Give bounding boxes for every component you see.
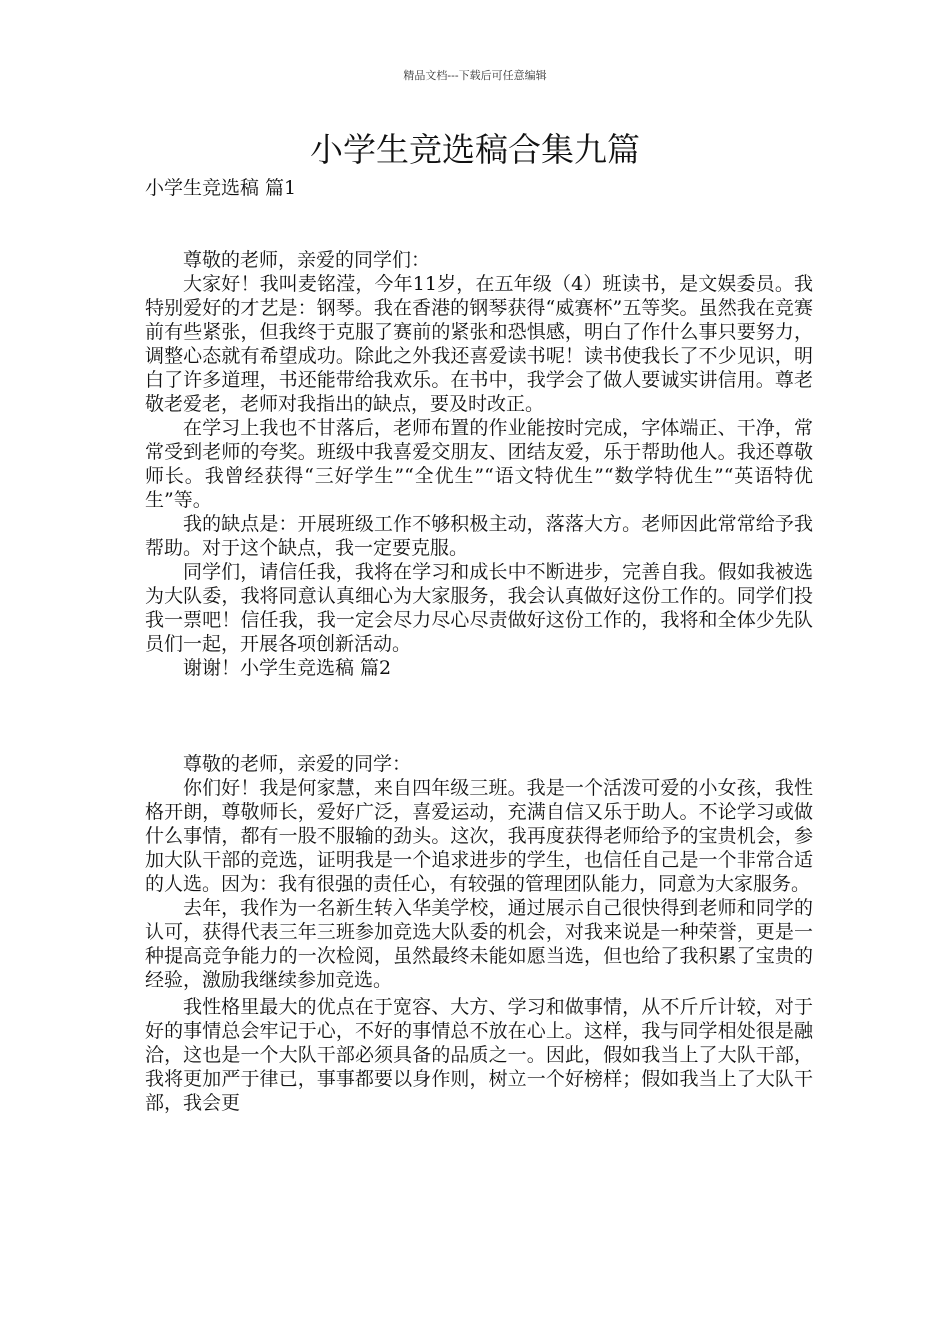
document-title: 小学生竞选稿合集九篇 <box>310 130 640 169</box>
paragraph: 在学习上我也不甘落后，老师布置的作业能按时完成，字体端正、干净，常常受到老师的夸奖。班级中我喜爱交朋友、团结友爱，乐于帮助他人。我还尊敬师长。我曾经获得“三好学生”“全优生”“语文特优生”“数学特优生”“英语特优生”等。 <box>145 417 813 511</box>
section-gap <box>145 680 813 752</box>
greeting-2: 尊敬的老师，亲爱的同学： <box>183 753 412 775</box>
section-1-heading: 小学生竞选稿 篇1 <box>145 177 297 199</box>
paragraph: 去年，我作为一名新生转入华美学校，通过展示自己很快得到老师和同学的认可，获得代表三年三班参加竞选大队委的机会，对我来说是一种荣誉，更是一种提高竞争能力的一次检阅，虽然最终未能如愿当选，但也给了我积累了宝贵的经验，激励我继续参加竞选。 <box>145 897 813 991</box>
paragraph: 我性格里最大的优点在于宽容、大方、学习和做事情，从不斤斤计较，对于好的事情总会牢记于心，不好的事情总不放在心上。这样，我与同学相处很是融洽，这也是一个大队干部必须具备的品质之一。因此，假如我当上了大队干部，我将更加严于律已，事事都要以身作则，树立一个好榜样；假如我当上了大队干部，我会更 <box>145 996 813 1114</box>
paragraph: 大家好！我叫麦铭滢，今年11岁，在五年级（4）班读书，是文娱委员。我特别爱好的才艺是：钢琴。我在香港的钢琴获得“威赛杯”五等奖。虽然我在竞赛前有些紧张，但我终于克服了赛前的紧张和恐惧感，明白了作什么事只要努力，调整心态就有希望成功。除此之外我还喜爱读书呢！读书使我长了不少见识，明白了许多道理，书还能带给我欢乐。在书中，我学会了做人要诚实讲信用。尊老敬老爱老，老师对我指出的缺点，要及时改正。 <box>145 273 813 415</box>
document-body <box>145 248 813 1115</box>
closing-and-section-2-heading: 谢谢！小学生竞选稿 篇2 <box>183 657 392 679</box>
header-note: 精品文档---下载后可任意编辑 <box>403 69 547 82</box>
paragraph: 同学们，请信任我，我将在学习和成长中不断进步，完善自我。假如我被选为大队委，我将同意认真细心为大家服务，我会认真做好这份工作的。同学们投我一票吧！信任我，我一定会尽力尽心尽责做好这份工作的，我将和全体少先队员们一起，开展各项创新活动。 <box>145 561 813 655</box>
paragraph: 我的缺点是：开展班级工作不够积极主动，落落大方。老师因此常常给予我帮助。对于这个缺点，我一定要克服。 <box>145 513 813 559</box>
paragraph: 你们好！我是何家慧，来自四年级三班。我是一个活泼可爱的小女孩，我性格开朗，尊敬师长，爱好广泛，喜爱运动，充满自信又乐于助人。不论学习或做什么事情，都有一股不服输的劲头。这次，我再度获得老师给予的宝贵机会，参加大队干部的竞选，证明我是一个追求进步的学生，也信任自己是一个非常合适的人选。因为：我有很强的责任心，有较强的管理团队能力，同意为大家服务。 <box>145 777 813 895</box>
greeting-1: 尊敬的老师，亲爱的同学们： <box>183 249 431 271</box>
